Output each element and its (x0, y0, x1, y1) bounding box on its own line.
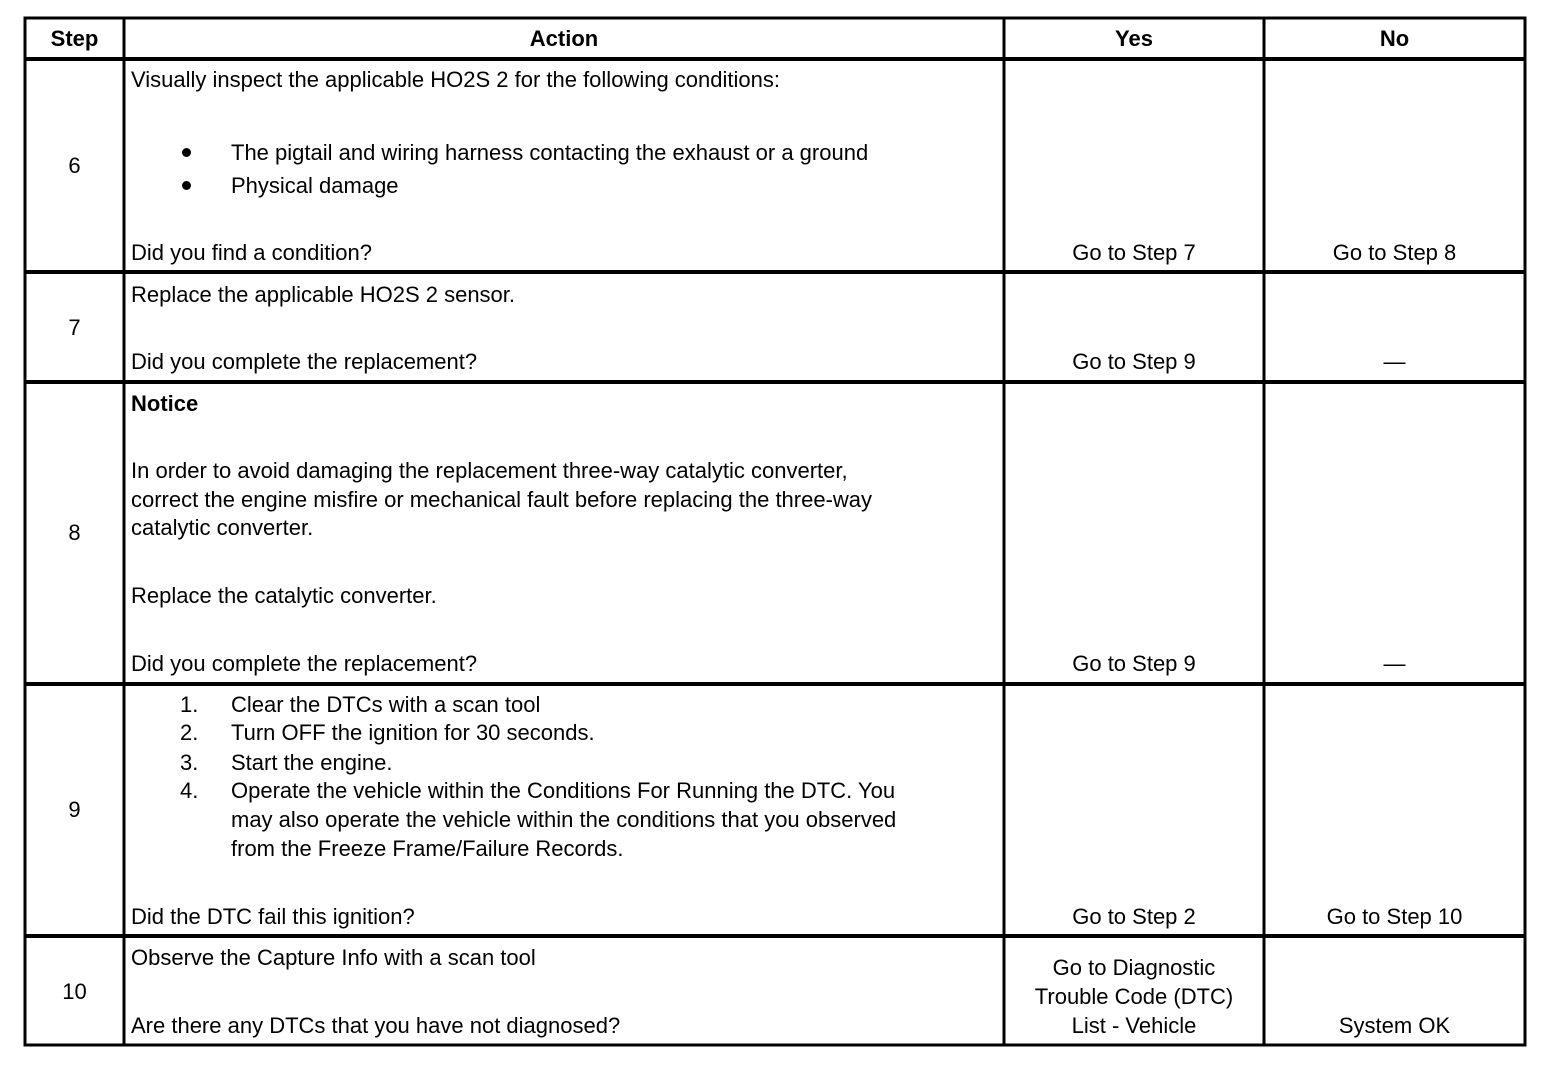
notice-line: In order to avoid damaging the replacement three-way catalytic converter, (131, 458, 848, 483)
bullet-icon (182, 181, 191, 190)
action-instruction: Replace the catalytic converter. (131, 583, 437, 608)
yes-result: List - Vehicle (1071, 1013, 1197, 1038)
action-question: Did you find a condition? (131, 240, 372, 265)
list-item: may also operate the vehicle within the conditions that you observed (231, 807, 897, 832)
no-result: Go to Step 8 (1332, 240, 1457, 265)
step-number: 10 (62, 979, 87, 1004)
bullet-item: The pigtail and wiring harness contacting the exhaust or a ground (231, 140, 869, 165)
yes-result: Trouble Code (DTC) (1034, 984, 1234, 1009)
action-intro: Replace the applicable HO2S 2 sensor. (131, 282, 516, 307)
action-intro: Visually inspect the applicable HO2S 2 for the following conditions: (131, 67, 780, 92)
notice-heading: Notice (131, 391, 199, 416)
no-result: Go to Step 10 (1326, 904, 1463, 929)
list-item: Turn OFF the ignition for 30 seconds. (231, 720, 595, 745)
notice-line: correct the engine misfire or mechanical fault before replacing the three-way (131, 487, 873, 512)
list-item: Clear the DTCs with a scan tool (231, 692, 541, 717)
yes-result: Go to Step 9 (1072, 651, 1196, 676)
no-result: System OK (1338, 1013, 1451, 1038)
yes-result: Go to Step 2 (1072, 904, 1196, 929)
yes-result: Go to Step 7 (1072, 240, 1196, 265)
list-item: Operate the vehicle within the Conditions For Running the DTC. You (231, 778, 896, 803)
no-result: — (1383, 349, 1406, 374)
header-yes: Yes (1115, 26, 1153, 51)
bullet-item: Physical damage (231, 173, 399, 198)
list-item: from the Freeze Frame/Failure Records. (231, 836, 624, 861)
header-no: No (1379, 26, 1410, 51)
list-number: 2. (180, 720, 199, 745)
step-number: 8 (68, 520, 81, 545)
action-question: Did you complete the replacement? (131, 651, 478, 676)
header-step: Step (50, 26, 99, 51)
bullet-icon (182, 148, 191, 157)
step-number: 7 (68, 315, 81, 340)
list-number: 3. (180, 750, 199, 775)
action-question: Are there any DTCs that you have not diagnosed? (131, 1013, 621, 1038)
step-number: 6 (68, 153, 81, 178)
list-number: 1. (180, 692, 199, 717)
header-action: Action (529, 26, 599, 51)
action-question: Did you complete the replacement? (131, 349, 478, 374)
step-number: 9 (68, 797, 81, 822)
no-result: — (1383, 651, 1406, 676)
yes-result: Go to Step 9 (1072, 349, 1196, 374)
notice-line: catalytic converter. (131, 515, 314, 540)
action-intro: Observe the Capture Info with a scan tool (131, 945, 536, 970)
list-number: 4. (180, 778, 199, 803)
action-question: Did the DTC fail this ignition? (131, 904, 415, 929)
yes-result: Go to Diagnostic (1052, 955, 1216, 980)
list-item: Start the engine. (231, 750, 393, 775)
